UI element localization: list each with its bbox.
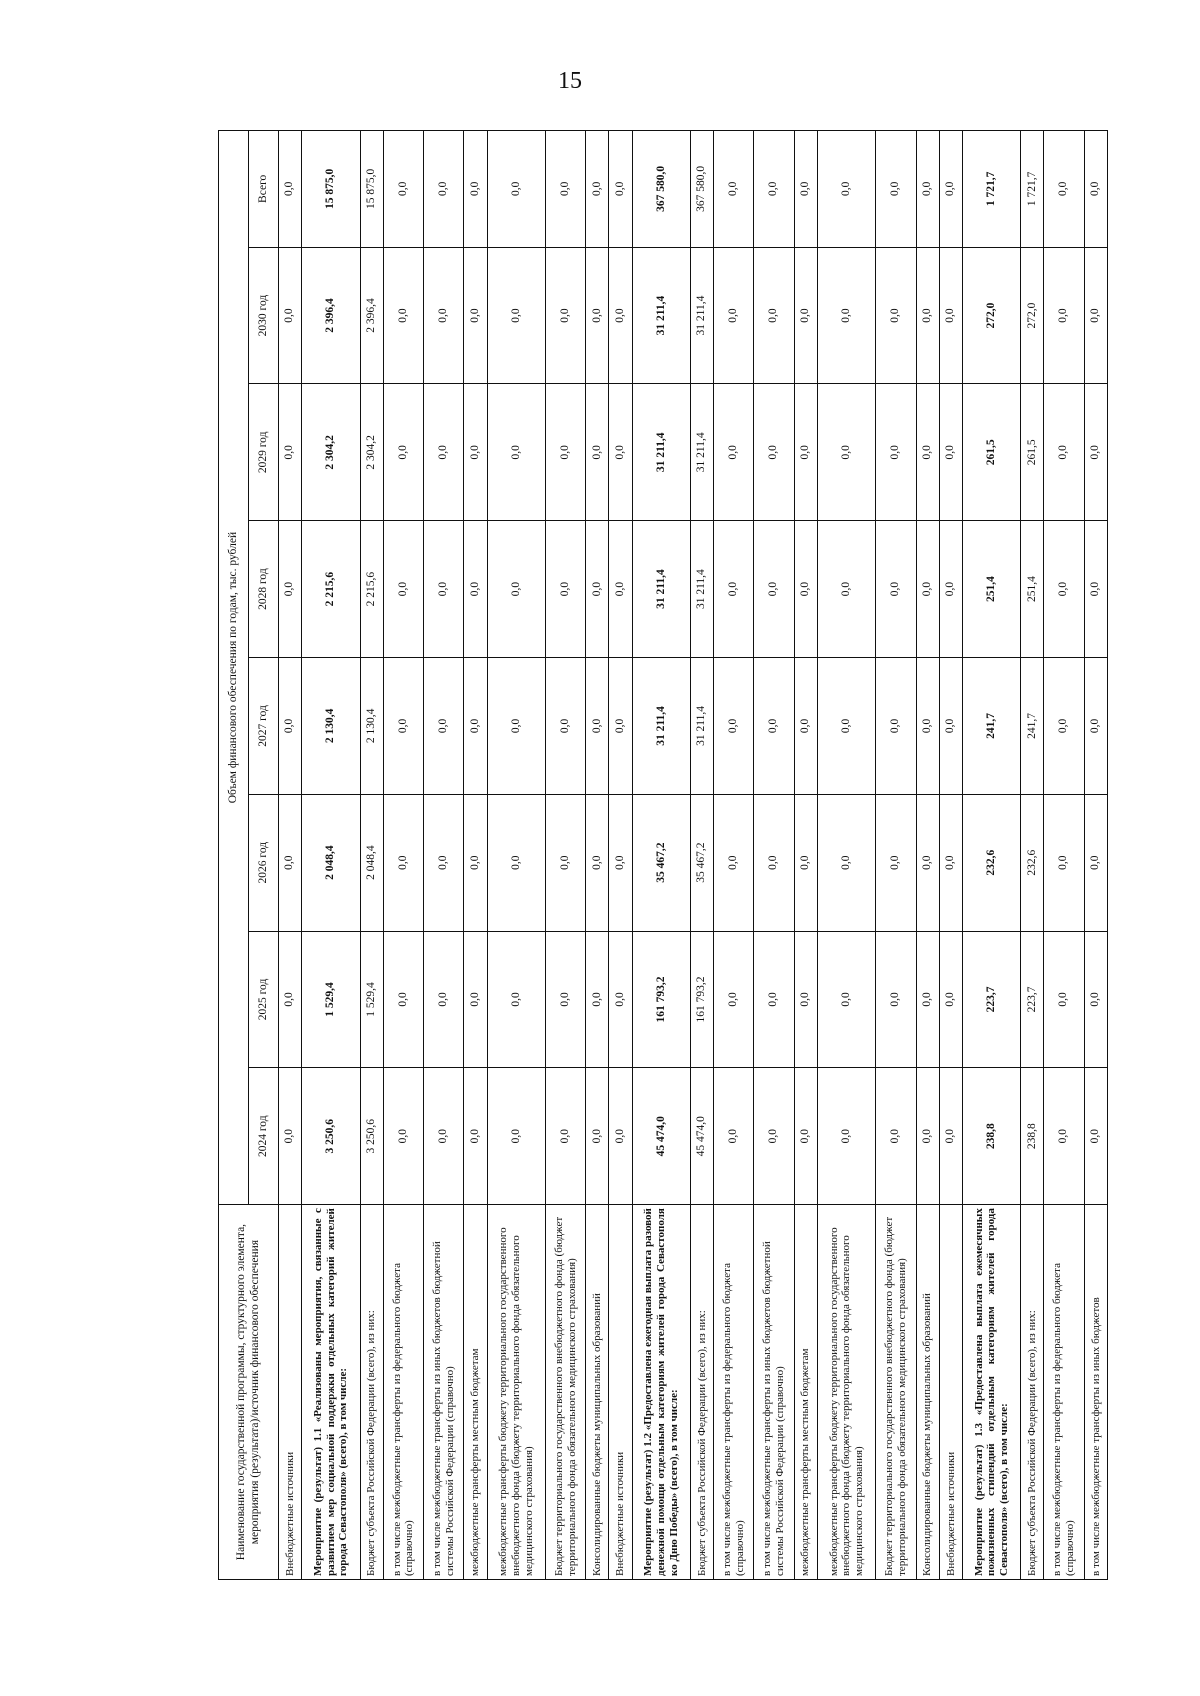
row-year-value: 223,7: [1021, 931, 1044, 1068]
table-row: [754, 131, 794, 1580]
row-source-name: в том числе межбюджетные трансферты из иных бюджетов бюджетной системы Российской Федерации (справочно): [424, 1205, 464, 1580]
row-year-value: 0,0: [754, 931, 794, 1068]
row-year-value: 45 474,0: [690, 1068, 713, 1205]
row-year-value: 0,0: [279, 1068, 302, 1205]
row-year-value: 0,0: [383, 247, 423, 384]
row-year-value: 0,0: [586, 931, 609, 1068]
row-year-value: 0,0: [939, 658, 962, 795]
row-year-value: 0,0: [424, 658, 464, 795]
row-source-name: Бюджет субъекта Российской Федерации (всего), из них:: [360, 1205, 383, 1580]
row-total-value: 0,0: [545, 131, 585, 248]
row-year-value: 31 211,4: [690, 521, 713, 658]
row-year-value: 0,0: [1044, 931, 1084, 1068]
row-year-value: 0,0: [714, 247, 754, 384]
table-row: [876, 131, 916, 1580]
row-year-value: 2 396,4: [360, 247, 383, 384]
header-year: 2024 год: [249, 1068, 279, 1205]
row-year-value: 0,0: [464, 1068, 487, 1205]
row-year-value: 0,0: [424, 1068, 464, 1205]
row-year-value: 0,0: [487, 931, 545, 1068]
table-row: [714, 131, 754, 1580]
row-year-value: 0,0: [1044, 384, 1084, 521]
row-year-value: 31 211,4: [632, 658, 690, 795]
table-row: [817, 131, 875, 1580]
table-row: [302, 131, 360, 1580]
row-year-value: 0,0: [1084, 521, 1107, 658]
row-year-value: 0,0: [794, 247, 817, 384]
row-year-value: 0,0: [794, 521, 817, 658]
row-year-value: 0,0: [545, 1068, 585, 1205]
row-source-name: межбюджетные трансферты местным бюджетам: [464, 1205, 487, 1580]
table-row: [1021, 131, 1044, 1580]
row-source-name: в том числе межбюджетные трансферты из иных бюджетов бюджетной системы Российской Федерации (справочно): [754, 1205, 794, 1580]
row-year-value: 0,0: [714, 384, 754, 521]
table-row: [632, 131, 690, 1580]
row-year-value: 0,0: [487, 794, 545, 931]
row-year-value: 0,0: [545, 384, 585, 521]
row-year-value: 31 211,4: [690, 658, 713, 795]
row-year-value: 0,0: [876, 521, 916, 658]
row-year-value: 0,0: [1084, 931, 1107, 1068]
row-year-value: 0,0: [714, 1068, 754, 1205]
row-year-value: 0,0: [1044, 247, 1084, 384]
row-total-value: 0,0: [1084, 131, 1107, 248]
row-total-value: 0,0: [714, 131, 754, 248]
row-source-name: в том числе межбюджетные трансферты из иных бюджетов: [1084, 1205, 1107, 1580]
row-year-value: 0,0: [817, 794, 875, 931]
table-row: [794, 131, 817, 1580]
row-year-value: 0,0: [916, 931, 939, 1068]
row-year-value: 241,7: [1021, 658, 1044, 795]
row-year-value: 0,0: [383, 931, 423, 1068]
row-source-name: Консолидированные бюджеты муниципальных образований: [916, 1205, 939, 1580]
row-year-value: 272,0: [962, 247, 1020, 384]
row-total-value: 0,0: [464, 131, 487, 248]
row-total-value: 0,0: [487, 131, 545, 248]
row-year-value: 0,0: [586, 384, 609, 521]
row-year-value: 0,0: [383, 794, 423, 931]
row-year-value: 0,0: [916, 658, 939, 795]
row-year-value: 0,0: [545, 931, 585, 1068]
header-financing-group: Объем финансового обеспечения по годам, тыс. рублей: [219, 131, 249, 1205]
row-year-value: 241,7: [962, 658, 1020, 795]
row-year-value: 0,0: [609, 384, 632, 521]
row-year-value: 0,0: [1084, 794, 1107, 931]
row-year-value: 0,0: [754, 658, 794, 795]
row-year-value: 0,0: [424, 794, 464, 931]
row-year-value: 251,4: [1021, 521, 1044, 658]
row-year-value: 0,0: [817, 384, 875, 521]
row-year-value: 0,0: [1084, 247, 1107, 384]
financing-table: [218, 130, 1108, 1580]
row-year-value: 31 211,4: [690, 384, 713, 521]
row-source-name: Бюджет территориального государственного внебюджетного фонда (бюджет территориального фонда обязательного медицинского страхования): [876, 1205, 916, 1580]
row-year-value: 0,0: [609, 521, 632, 658]
table-row: [424, 131, 464, 1580]
row-total-value: 0,0: [279, 131, 302, 248]
row-total-value: 0,0: [916, 131, 939, 248]
row-year-value: 0,0: [1084, 384, 1107, 521]
row-year-value: 0,0: [1044, 521, 1084, 658]
row-year-value: 0,0: [794, 794, 817, 931]
row-year-value: 35 467,2: [632, 794, 690, 931]
row-year-value: 0,0: [586, 1068, 609, 1205]
row-year-value: 0,0: [545, 794, 585, 931]
row-year-value: 0,0: [939, 794, 962, 931]
header-year: 2025 год: [249, 931, 279, 1068]
row-year-value: 0,0: [279, 521, 302, 658]
row-source-name: межбюджетные трансферты местным бюджетам: [794, 1205, 817, 1580]
row-year-value: 0,0: [424, 521, 464, 658]
row-total-value: 367 580,0: [632, 131, 690, 248]
row-total-value: 1 721,7: [962, 131, 1020, 248]
row-year-value: 0,0: [1084, 1068, 1107, 1205]
row-year-value: 0,0: [876, 794, 916, 931]
row-year-value: 0,0: [714, 521, 754, 658]
row-year-value: 0,0: [586, 794, 609, 931]
row-source-name: межбюджетные трансферты бюджету территориального государственного внебюджетного фонда (бюджету территориального фонда обязательного медицинского страхования): [487, 1205, 545, 1580]
row-year-value: 0,0: [424, 931, 464, 1068]
row-year-value: 1 529,4: [360, 931, 383, 1068]
row-total-value: 0,0: [609, 131, 632, 248]
row-year-value: 0,0: [424, 247, 464, 384]
row-year-value: 0,0: [916, 1068, 939, 1205]
row-year-value: 31 211,4: [632, 384, 690, 521]
row-year-value: 0,0: [714, 794, 754, 931]
row-year-value: 35 467,2: [690, 794, 713, 931]
row-year-value: 0,0: [545, 247, 585, 384]
row-year-value: 0,0: [609, 247, 632, 384]
row-year-value: 0,0: [817, 658, 875, 795]
row-year-value: 232,6: [962, 794, 1020, 931]
row-year-value: 232,6: [1021, 794, 1044, 931]
row-year-value: 161 793,2: [690, 931, 713, 1068]
row-year-value: 0,0: [939, 1068, 962, 1205]
row-year-value: 0,0: [464, 384, 487, 521]
row-year-value: 0,0: [817, 247, 875, 384]
row-total-value: 0,0: [876, 131, 916, 248]
row-year-value: 0,0: [424, 384, 464, 521]
row-year-value: 31 211,4: [690, 247, 713, 384]
row-year-value: 0,0: [545, 521, 585, 658]
row-year-value: 261,5: [962, 384, 1020, 521]
row-year-value: 0,0: [1084, 658, 1107, 795]
row-year-value: 0,0: [916, 521, 939, 658]
row-year-value: 223,7: [962, 931, 1020, 1068]
row-year-value: 0,0: [279, 247, 302, 384]
table-row: [690, 131, 713, 1580]
row-year-value: 0,0: [487, 521, 545, 658]
row-year-value: 0,0: [916, 384, 939, 521]
row-year-value: 1 529,4: [302, 931, 360, 1068]
row-year-value: 238,8: [962, 1068, 1020, 1205]
row-year-value: 0,0: [279, 384, 302, 521]
row-year-value: 0,0: [464, 794, 487, 931]
header-year: 2029 год: [249, 384, 279, 521]
row-year-value: 0,0: [794, 658, 817, 795]
row-year-value: 0,0: [609, 1068, 632, 1205]
page-number: 15: [558, 68, 582, 94]
row-source-name: в том числе межбюджетные трансферты из федерального бюджета (справочно): [383, 1205, 423, 1580]
row-year-value: 0,0: [545, 658, 585, 795]
header-year: 2026 год: [249, 794, 279, 931]
row-year-value: 0,0: [939, 384, 962, 521]
row-year-value: 0,0: [464, 247, 487, 384]
row-year-value: 0,0: [464, 658, 487, 795]
row-year-value: 0,0: [939, 931, 962, 1068]
finance-table-rotated: [218, 130, 1108, 1580]
header-year: 2028 год: [249, 521, 279, 658]
header-row-1: [219, 131, 249, 1580]
row-year-value: 2 130,4: [302, 658, 360, 795]
row-year-value: 0,0: [279, 931, 302, 1068]
row-year-value: 0,0: [876, 658, 916, 795]
row-year-value: 251,4: [962, 521, 1020, 658]
row-total-value: 0,0: [586, 131, 609, 248]
row-year-value: 261,5: [1021, 384, 1044, 521]
row-year-value: 0,0: [876, 384, 916, 521]
row-year-value: 272,0: [1021, 247, 1044, 384]
table-row: [545, 131, 585, 1580]
row-total-value: 0,0: [939, 131, 962, 248]
row-year-value: 3 250,6: [360, 1068, 383, 1205]
row-year-value: 0,0: [876, 247, 916, 384]
row-year-value: 0,0: [817, 931, 875, 1068]
header-total: Всего: [249, 131, 279, 248]
row-total-value: 15 875,0: [360, 131, 383, 248]
row-year-value: 31 211,4: [632, 247, 690, 384]
row-source-name: Мероприятие (результат) 1.2 «Предоставлена ежегодная выплата разовой денежной помощи отдельным категориям жителей города Севастополя ко Дню Победы» (всего), в том числе:: [632, 1205, 690, 1580]
row-year-value: 0,0: [817, 1068, 875, 1205]
row-year-value: 0,0: [609, 658, 632, 795]
row-year-value: 0,0: [794, 1068, 817, 1205]
row-year-value: 0,0: [754, 521, 794, 658]
row-year-value: 0,0: [487, 658, 545, 795]
row-year-value: 0,0: [754, 1068, 794, 1205]
row-year-value: 0,0: [1044, 658, 1084, 795]
row-total-value: 0,0: [1044, 131, 1084, 248]
row-year-value: 0,0: [464, 931, 487, 1068]
row-year-value: 0,0: [754, 794, 794, 931]
row-year-value: 3 250,6: [302, 1068, 360, 1205]
row-year-value: 0,0: [487, 1068, 545, 1205]
row-year-value: 0,0: [383, 384, 423, 521]
row-year-value: 0,0: [609, 794, 632, 931]
row-year-value: 45 474,0: [632, 1068, 690, 1205]
row-year-value: 0,0: [487, 247, 545, 384]
table-body: [279, 131, 1108, 1580]
row-source-name: Бюджет территориального государственного внебюджетного фонда (бюджет территориального фонда обязательного медицинского страхования): [545, 1205, 585, 1580]
row-year-value: 0,0: [1044, 1068, 1084, 1205]
row-year-value: 2 130,4: [360, 658, 383, 795]
row-year-value: 2 215,6: [360, 521, 383, 658]
header-year: 2027 год: [249, 658, 279, 795]
row-year-value: 0,0: [714, 658, 754, 795]
table-row: [962, 131, 1020, 1580]
row-year-value: 0,0: [586, 247, 609, 384]
row-year-value: 2 396,4: [302, 247, 360, 384]
row-source-name: Внебюджетные источники: [609, 1205, 632, 1580]
row-total-value: 0,0: [383, 131, 423, 248]
row-year-value: 0,0: [794, 384, 817, 521]
row-total-value: 0,0: [794, 131, 817, 248]
row-source-name: в том числе межбюджетные трансферты из федерального бюджета (справочно): [1044, 1205, 1084, 1580]
row-year-value: 0,0: [464, 521, 487, 658]
row-total-value: 15 875,0: [302, 131, 360, 248]
row-total-value: 367 580,0: [690, 131, 713, 248]
row-total-value: 0,0: [817, 131, 875, 248]
row-year-value: 0,0: [794, 931, 817, 1068]
row-year-value: 2 304,2: [302, 384, 360, 521]
table-row: [916, 131, 939, 1580]
row-year-value: 0,0: [817, 521, 875, 658]
row-year-value: 0,0: [1044, 794, 1084, 931]
row-year-value: 2 048,4: [360, 794, 383, 931]
row-year-value: 0,0: [939, 521, 962, 658]
row-year-value: 0,0: [754, 384, 794, 521]
row-year-value: 238,8: [1021, 1068, 1044, 1205]
table-row: [279, 131, 302, 1580]
row-year-value: 0,0: [876, 1068, 916, 1205]
table-row: [1044, 131, 1084, 1580]
row-year-value: 0,0: [279, 794, 302, 931]
row-year-value: 0,0: [586, 521, 609, 658]
table-row: [360, 131, 383, 1580]
row-year-value: 0,0: [939, 247, 962, 384]
row-source-name: Мероприятие (результат) 1.3 «Предоставлена выплата ежемесячных пожизненных стипендий отдельным категориям жителей города Севастополя» (всего), в том числе:: [962, 1205, 1020, 1580]
row-year-value: 0,0: [916, 794, 939, 931]
table-row: [487, 131, 545, 1580]
row-year-value: 2 048,4: [302, 794, 360, 931]
row-source-name: Мероприятие (результат) 1.1 «Реализованы мероприятия, связанные с развитием мер социальной поддержки отдельных категорий жителей города Севастополя» (всего), в том числе:: [302, 1205, 360, 1580]
row-year-value: 2 215,6: [302, 521, 360, 658]
row-source-name: Бюджет субъекта Российской Федерации (всего), из них:: [690, 1205, 713, 1580]
header-year: 2030 год: [249, 247, 279, 384]
row-year-value: 161 793,2: [632, 931, 690, 1068]
row-year-value: 0,0: [383, 521, 423, 658]
header-name-column: Наименование государственной программы, структурного элемента, мероприятия (результата)/источник финансового обеспечения: [219, 1205, 279, 1580]
row-year-value: 2 304,2: [360, 384, 383, 521]
table-row: [586, 131, 609, 1580]
row-source-name: Бюджет субъекта Российской Федерации (всего), из них:: [1021, 1205, 1044, 1580]
row-source-name: в том числе межбюджетные трансферты из федерального бюджета (справочно): [714, 1205, 754, 1580]
row-year-value: 0,0: [383, 658, 423, 795]
row-year-value: 0,0: [279, 658, 302, 795]
row-year-value: 31 211,4: [632, 521, 690, 658]
row-year-value: 0,0: [487, 384, 545, 521]
row-source-name: Внебюджетные источники: [279, 1205, 302, 1580]
row-year-value: 0,0: [754, 247, 794, 384]
row-total-value: 0,0: [754, 131, 794, 248]
row-year-value: 0,0: [876, 931, 916, 1068]
finance-table-area: [218, 130, 1108, 1580]
row-source-name: Консолидированные бюджеты муниципальных образований: [586, 1205, 609, 1580]
table-row: [1084, 131, 1107, 1580]
row-total-value: 0,0: [424, 131, 464, 248]
row-source-name: межбюджетные трансферты бюджету территориального государственного внебюджетного фонда (бюджету территориального фонда обязательного медицинского страхования): [817, 1205, 875, 1580]
table-row: [464, 131, 487, 1580]
row-year-value: 0,0: [383, 1068, 423, 1205]
row-source-name: Внебюджетные источники: [939, 1205, 962, 1580]
row-year-value: 0,0: [609, 931, 632, 1068]
table-row: [383, 131, 423, 1580]
row-year-value: 0,0: [714, 931, 754, 1068]
table-row: [939, 131, 962, 1580]
row-total-value: 1 721,7: [1021, 131, 1044, 248]
row-year-value: 0,0: [586, 658, 609, 795]
row-year-value: 0,0: [916, 247, 939, 384]
table-row: [609, 131, 632, 1580]
